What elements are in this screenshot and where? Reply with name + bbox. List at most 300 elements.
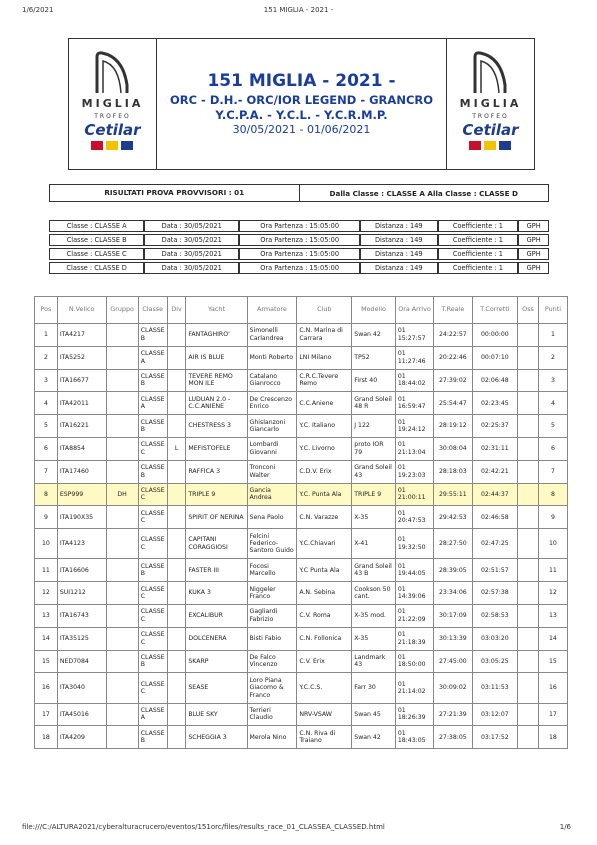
class-info-distanza: Distanza : 149	[360, 248, 437, 260]
cell-div	[167, 559, 186, 582]
cell-div	[167, 415, 186, 438]
cell-gruppo	[106, 627, 138, 650]
cell-armatore: Lombardi Giovanni	[247, 437, 297, 460]
cell-modello: Cookson 50 cant.	[352, 582, 396, 605]
cell-club: C.V. Erix	[297, 650, 352, 673]
cell-club: NRV-VSAW	[297, 703, 352, 726]
class-info-classe: Classe : CLASSE B	[49, 234, 144, 246]
cell-armatore: Merola Nino	[247, 726, 297, 749]
cell-yacht: FASTER III	[186, 559, 247, 582]
column-header: Punti	[538, 297, 567, 324]
cell-yacht: CHESTRESS 3	[186, 415, 247, 438]
cell-classe: CLASSE A	[138, 346, 167, 369]
cell-tcorr: 02:06:48	[472, 369, 518, 392]
cell-club: Y.C. Punta Ala	[297, 483, 352, 506]
cell-treale: 27:45:00	[434, 650, 472, 673]
cell-armatore: De Falco Vincenzo	[247, 650, 297, 673]
cell-treale: 27:39:02	[434, 369, 472, 392]
results-table	[34, 296, 568, 749]
cell-tcorr: 02:42:21	[472, 460, 518, 483]
cell-nvel: ITA4209	[57, 726, 106, 749]
cell-punti: 9	[538, 506, 567, 529]
cell-gruppo	[106, 582, 138, 605]
event-title: 151 MIGLIA - 2021 -	[207, 71, 396, 91]
cell-armatore: Felcini Federico-Santoro Guido	[247, 529, 297, 559]
cell-classe: CLASSE A	[138, 703, 167, 726]
cell-yacht: LUDUAN 2.0 - C.C.ANIENE	[186, 392, 247, 415]
cell-treale: 28:39:05	[434, 559, 472, 582]
cell-treale: 30:17:09	[434, 604, 472, 627]
cell-oss	[518, 392, 539, 415]
column-header: Pos	[35, 297, 58, 324]
cell-pos: 8	[35, 483, 58, 506]
table-row	[35, 369, 568, 392]
header-title-block	[157, 39, 446, 169]
cell-treale: 30:13:39	[434, 627, 472, 650]
cell-gruppo	[106, 559, 138, 582]
cell-div	[167, 529, 186, 559]
cell-modello: First 40	[352, 369, 396, 392]
cell-modello: TP52	[352, 346, 396, 369]
logo-sponsor: Cetilar	[462, 121, 519, 139]
cell-armatore: Gagliardi Fabrizio	[247, 604, 297, 627]
cell-yacht: AIR IS BLUE	[186, 346, 247, 369]
cell-club: C.D.V. Erix	[297, 460, 352, 483]
class-info-row	[49, 220, 549, 232]
logo-sponsor: Cetilar	[84, 121, 141, 139]
cell-club: Y.C.Chiavari	[297, 529, 352, 559]
column-header: Armatore	[247, 297, 297, 324]
cell-treale: 28:18:03	[434, 460, 472, 483]
cell-treale: 24:22:57	[434, 324, 472, 347]
cell-classe: CLASSE B	[138, 726, 167, 749]
cell-div	[167, 582, 186, 605]
cell-armatore: Simonelli Carlandrea	[247, 324, 297, 347]
cell-pos: 14	[35, 627, 58, 650]
cell-classe: CLASSE C	[138, 582, 167, 605]
column-header: Club	[297, 297, 352, 324]
cell-punti: 17	[538, 703, 567, 726]
table-row	[35, 604, 568, 627]
cell-treale: 29:55:11	[434, 483, 472, 506]
cell-classe: CLASSE B	[138, 369, 167, 392]
cell-armatore: Tronconi Walter	[247, 460, 297, 483]
cell-div	[167, 604, 186, 627]
cell-nvel: ITA17460	[57, 460, 106, 483]
cell-treale: 25:54:47	[434, 392, 472, 415]
cell-club: C.N. Riva di Traiano	[297, 726, 352, 749]
cell-gruppo	[106, 437, 138, 460]
cell-oss	[518, 604, 539, 627]
cell-punti: 7	[538, 460, 567, 483]
column-header: Oss	[518, 297, 539, 324]
class-info-row	[49, 234, 549, 246]
cell-club: C.C.Aniene	[297, 392, 352, 415]
cell-classe: CLASSE B	[138, 324, 167, 347]
table-row	[35, 582, 568, 605]
cell-punti: 8	[538, 483, 567, 506]
cell-div	[167, 483, 186, 506]
cell-div	[167, 506, 186, 529]
cell-oss	[518, 369, 539, 392]
cell-modello: X-35 mod.	[352, 604, 396, 627]
cell-classe: CLASSE A	[138, 392, 167, 415]
cell-pos: 1	[35, 324, 58, 347]
cell-nvel: ITA16743	[57, 604, 106, 627]
logo-brand: MIGLIA	[459, 97, 522, 110]
print-date: 1/6/2021	[22, 6, 54, 14]
cell-arrivo: 01 18:44:02	[395, 369, 433, 392]
cell-arrivo: 01 19:32:50	[395, 529, 433, 559]
cell-yacht: KUKA 3	[186, 582, 247, 605]
cell-punti: 3	[538, 369, 567, 392]
cell-modello: Farr 30	[352, 673, 396, 703]
cell-modello: X-35	[352, 627, 396, 650]
cell-nvel: ITA3040	[57, 673, 106, 703]
cell-yacht: TEVERE REMO MON ILE	[186, 369, 247, 392]
151-miglia-logo-icon	[471, 49, 511, 95]
cell-oss	[518, 703, 539, 726]
event-logo-left	[69, 39, 157, 169]
cell-pos: 6	[35, 437, 58, 460]
cell-pos: 12	[35, 582, 58, 605]
cell-gruppo	[106, 324, 138, 347]
cell-armatore: Bisti Fabio	[247, 627, 297, 650]
cell-modello: Landmark 43	[352, 650, 396, 673]
cell-yacht: FANTAGHIRO'	[186, 324, 247, 347]
151-miglia-logo-icon	[93, 49, 133, 95]
cell-arrivo: 01 16:59:47	[395, 392, 433, 415]
class-info-classe: Classe : CLASSE C	[49, 248, 144, 260]
cell-club: Y.C. Italiano	[297, 415, 352, 438]
cell-modello: X-41	[352, 529, 396, 559]
cell-arrivo: 01 19:44:05	[395, 559, 433, 582]
class-info-coeff: Coefficiente : 1	[438, 262, 519, 274]
event-dates: 30/05/2021 - 01/06/2021	[232, 123, 371, 136]
cell-gruppo	[106, 369, 138, 392]
class-info-classe: Classe : CLASSE D	[49, 262, 144, 274]
cell-pos: 18	[35, 726, 58, 749]
results-bar	[49, 184, 549, 202]
class-info-distanza: Distanza : 149	[360, 234, 437, 246]
cell-armatore: Terrieri Claudio	[247, 703, 297, 726]
cell-div	[167, 346, 186, 369]
cell-modello: proto IOR 79	[352, 437, 396, 460]
table-row	[35, 437, 568, 460]
cell-treale: 27:38:05	[434, 726, 472, 749]
column-header: Div	[167, 297, 186, 324]
cell-club: Y.C. Livorno	[297, 437, 352, 460]
cell-armatore: Focosi Marcello	[247, 559, 297, 582]
table-row	[35, 559, 568, 582]
cell-tcorr: 00:00:00	[472, 324, 518, 347]
column-header: N.Velico	[57, 297, 106, 324]
class-info-ora: Ora Partenza : 15:05:00	[239, 234, 360, 246]
class-info-row	[49, 262, 549, 274]
cell-pos: 11	[35, 559, 58, 582]
column-header: Gruppo	[106, 297, 138, 324]
cell-pos: 15	[35, 650, 58, 673]
cell-gruppo	[106, 673, 138, 703]
cell-oss	[518, 673, 539, 703]
cell-arrivo: 01 21:13:04	[395, 437, 433, 460]
column-header: Classe	[138, 297, 167, 324]
cell-tcorr: 02:25:37	[472, 415, 518, 438]
cell-modello: X-35	[352, 506, 396, 529]
cell-classe: CLASSE B	[138, 415, 167, 438]
cell-treale: 23:34:06	[434, 582, 472, 605]
results-header-row	[35, 297, 568, 324]
cell-treale: 20:22:46	[434, 346, 472, 369]
cell-treale: 29:42:53	[434, 506, 472, 529]
cell-club: C.N. Marina di Carrara	[297, 324, 352, 347]
cell-yacht: SPIRIT OF NERINA	[186, 506, 247, 529]
class-info-row	[49, 248, 549, 260]
cell-tcorr: 02:47:25	[472, 529, 518, 559]
event-clubs: Y.C.P.A. - Y.C.L. - Y.C.R.M.P.	[215, 108, 388, 122]
cell-gruppo	[106, 604, 138, 627]
cell-modello: Swan 42	[352, 324, 396, 347]
cell-tcorr: 00:07:10	[472, 346, 518, 369]
cell-tcorr: 02:31:11	[472, 437, 518, 460]
cell-gruppo	[106, 529, 138, 559]
class-info-table	[49, 218, 549, 276]
cell-div	[167, 460, 186, 483]
table-row	[35, 346, 568, 369]
cell-nvel: NED7084	[57, 650, 106, 673]
cell-pos: 4	[35, 392, 58, 415]
cell-nvel: ITA35125	[57, 627, 106, 650]
cell-yacht: DOLCENERA	[186, 627, 247, 650]
cell-div	[167, 324, 186, 347]
cell-gruppo	[106, 703, 138, 726]
cell-nvel: ITA190X35	[57, 506, 106, 529]
cell-tcorr: 02:44:37	[472, 483, 518, 506]
cell-yacht: SKARP	[186, 650, 247, 673]
cell-tcorr: 02:51:57	[472, 559, 518, 582]
print-title: 151 MIGLIA - 2021 -	[263, 6, 334, 14]
cell-armatore: Catalano Gianrocco	[247, 369, 297, 392]
cell-arrivo: 01 18:43:05	[395, 726, 433, 749]
cell-club: C.N. Varazze	[297, 506, 352, 529]
cell-arrivo: 01 18:26:39	[395, 703, 433, 726]
cell-oss	[518, 627, 539, 650]
cell-arrivo: 01 14:39:06	[395, 582, 433, 605]
cell-arrivo: 01 18:50:00	[395, 650, 433, 673]
cell-armatore: Monti Roberto	[247, 346, 297, 369]
cell-treale: 27:21:39	[434, 703, 472, 726]
cell-yacht: RAFFICA 3	[186, 460, 247, 483]
cell-oss	[518, 726, 539, 749]
cell-modello: TRIPLE 9	[352, 483, 396, 506]
cell-punti: 4	[538, 392, 567, 415]
cell-nvel: ITA4217	[57, 324, 106, 347]
cell-armatore: Gancia Andrea	[247, 483, 297, 506]
class-info-ora: Ora Partenza : 15:05:00	[239, 220, 360, 232]
cell-tcorr: 02:57:38	[472, 582, 518, 605]
table-row	[35, 726, 568, 749]
cell-div	[167, 392, 186, 415]
cell-arrivo: 01 19:24:12	[395, 415, 433, 438]
cell-tcorr: 03:12:07	[472, 703, 518, 726]
cell-div	[167, 726, 186, 749]
cell-nvel: ITA16221	[57, 415, 106, 438]
cell-punti: 16	[538, 673, 567, 703]
cell-oss	[518, 582, 539, 605]
table-row	[35, 460, 568, 483]
cell-classe: CLASSE C	[138, 483, 167, 506]
print-footer-path: file:///C:/ALTURA2021/cyberalturacrucero/eventos/151orc/files/results_race_01_CLASSEA_CLASSED.html	[22, 823, 385, 831]
class-info-coeff: Coefficiente : 1	[438, 248, 519, 260]
table-row	[35, 650, 568, 673]
cell-arrivo: 01 21:22:09	[395, 604, 433, 627]
cell-armatore: Niggeler Franco	[247, 582, 297, 605]
club-flags-icon	[91, 141, 137, 151]
club-flags-icon	[469, 141, 515, 151]
cell-nvel: ITA5252	[57, 346, 106, 369]
event-header	[68, 38, 535, 170]
cell-pos: 5	[35, 415, 58, 438]
class-info-distanza: Distanza : 149	[360, 220, 437, 232]
cell-punti: 2	[538, 346, 567, 369]
table-row	[35, 483, 568, 506]
cell-div	[167, 673, 186, 703]
cell-arrivo: 01 11:27:46	[395, 346, 433, 369]
cell-arrivo: 01 15:27:57	[395, 324, 433, 347]
class-info-data: Data : 30/05/2021	[144, 248, 239, 260]
class-range: Dalla Classe : CLASSE A Alla Classe : CLASSE D	[329, 188, 518, 198]
cell-tcorr: 03:03:20	[472, 627, 518, 650]
cell-yacht: SCHEGGIA 3	[186, 726, 247, 749]
table-row	[35, 529, 568, 559]
cell-nvel: ITA16606	[57, 559, 106, 582]
cell-modello: Grand Soleil 43	[352, 460, 396, 483]
cell-gruppo	[106, 650, 138, 673]
cell-oss	[518, 324, 539, 347]
cell-pos: 10	[35, 529, 58, 559]
cell-arrivo: 01 19:23:03	[395, 460, 433, 483]
cell-div	[167, 650, 186, 673]
cell-oss	[518, 415, 539, 438]
cell-club: C.R.C.Tevere Remo	[297, 369, 352, 392]
cell-oss	[518, 437, 539, 460]
cell-div	[167, 627, 186, 650]
cell-oss	[518, 483, 539, 506]
class-info-data: Data : 30/05/2021	[144, 220, 239, 232]
cell-modello: Grand Soleil 48 R	[352, 392, 396, 415]
cell-pos: 2	[35, 346, 58, 369]
class-info-coeff: Coefficiente : 1	[438, 220, 519, 232]
logo-trofeo: TROFEO	[94, 113, 131, 120]
cell-oss	[518, 506, 539, 529]
cell-classe: CLASSE B	[138, 559, 167, 582]
cell-yacht: EXCALIBUR	[186, 604, 247, 627]
cell-club: LNI Milano	[297, 346, 352, 369]
column-header: Modello	[352, 297, 396, 324]
cell-modello: Swan 42	[352, 726, 396, 749]
cell-punti: 11	[538, 559, 567, 582]
cell-classe: CLASSE C	[138, 604, 167, 627]
cell-gruppo	[106, 460, 138, 483]
cell-yacht: SEASE	[186, 673, 247, 703]
cell-arrivo: 01 20:47:53	[395, 506, 433, 529]
cell-gruppo	[106, 506, 138, 529]
cell-armatore: De Crescenzo Enrico	[247, 392, 297, 415]
cell-oss	[518, 460, 539, 483]
cell-nvel: ESP999	[57, 483, 106, 506]
cell-punti: 12	[538, 582, 567, 605]
cell-gruppo	[106, 415, 138, 438]
cell-yacht: MEFISTOFELE	[186, 437, 247, 460]
cell-club: Y.C.C.S.	[297, 673, 352, 703]
cell-club: C.N. Follonica	[297, 627, 352, 650]
cell-punti: 1	[538, 324, 567, 347]
cell-pos: 13	[35, 604, 58, 627]
cell-tcorr: 02:23:45	[472, 392, 518, 415]
cell-modello: Grand Soleil 43 B	[352, 559, 396, 582]
cell-nvel: ITA16677	[57, 369, 106, 392]
cell-div	[167, 369, 186, 392]
cell-punti: 10	[538, 529, 567, 559]
cell-yacht: CAPITANI CORAGGIOSI	[186, 529, 247, 559]
logo-brand: MIGLIA	[81, 97, 144, 110]
class-info-gph: GPH	[518, 248, 549, 260]
results-title: RISULTATI PROVA PROVVISORI : 01	[50, 185, 300, 201]
event-classes: ORC - D.H.- ORC/IOR LEGEND - GRANCRO	[169, 93, 434, 107]
cell-yacht: TRIPLE 9	[186, 483, 247, 506]
class-info-gph: GPH	[518, 262, 549, 274]
cell-tcorr: 02:46:58	[472, 506, 518, 529]
cell-classe: CLASSE C	[138, 529, 167, 559]
cell-tcorr: 03:11:53	[472, 673, 518, 703]
table-row	[35, 392, 568, 415]
event-logo-right	[446, 39, 534, 169]
table-row	[35, 627, 568, 650]
cell-yacht: BLUE SKY	[186, 703, 247, 726]
cell-nvel: ITA45016	[57, 703, 106, 726]
cell-punti: 13	[538, 604, 567, 627]
cell-oss	[518, 529, 539, 559]
cell-oss	[518, 346, 539, 369]
print-page-number: 1/6	[559, 823, 571, 831]
cell-pos: 17	[35, 703, 58, 726]
cell-punti: 14	[538, 627, 567, 650]
cell-gruppo: DH	[106, 483, 138, 506]
column-header: T.Corretti	[472, 297, 518, 324]
table-row	[35, 324, 568, 347]
cell-punti: 18	[538, 726, 567, 749]
class-info-classe: Classe : CLASSE A	[49, 220, 144, 232]
cell-classe: CLASSE C	[138, 437, 167, 460]
cell-treale: 28:19:12	[434, 415, 472, 438]
table-row	[35, 703, 568, 726]
class-info-gph: GPH	[518, 220, 549, 232]
cell-treale: 28:27:50	[434, 529, 472, 559]
cell-pos: 16	[35, 673, 58, 703]
class-info-ora: Ora Partenza : 15:05:00	[239, 262, 360, 274]
class-info-data: Data : 30/05/2021	[144, 234, 239, 246]
class-info-coeff: Coefficiente : 1	[438, 234, 519, 246]
cell-nvel: ITA8854	[57, 437, 106, 460]
cell-nvel: ITA4123	[57, 529, 106, 559]
cell-classe: CLASSE C	[138, 506, 167, 529]
cell-modello: Swan 45	[352, 703, 396, 726]
class-info-data: Data : 30/05/2021	[144, 262, 239, 274]
class-info-ora: Ora Partenza : 15:05:00	[239, 248, 360, 260]
column-header: T.Reale	[434, 297, 472, 324]
cell-punti: 5	[538, 415, 567, 438]
cell-punti: 6	[538, 437, 567, 460]
